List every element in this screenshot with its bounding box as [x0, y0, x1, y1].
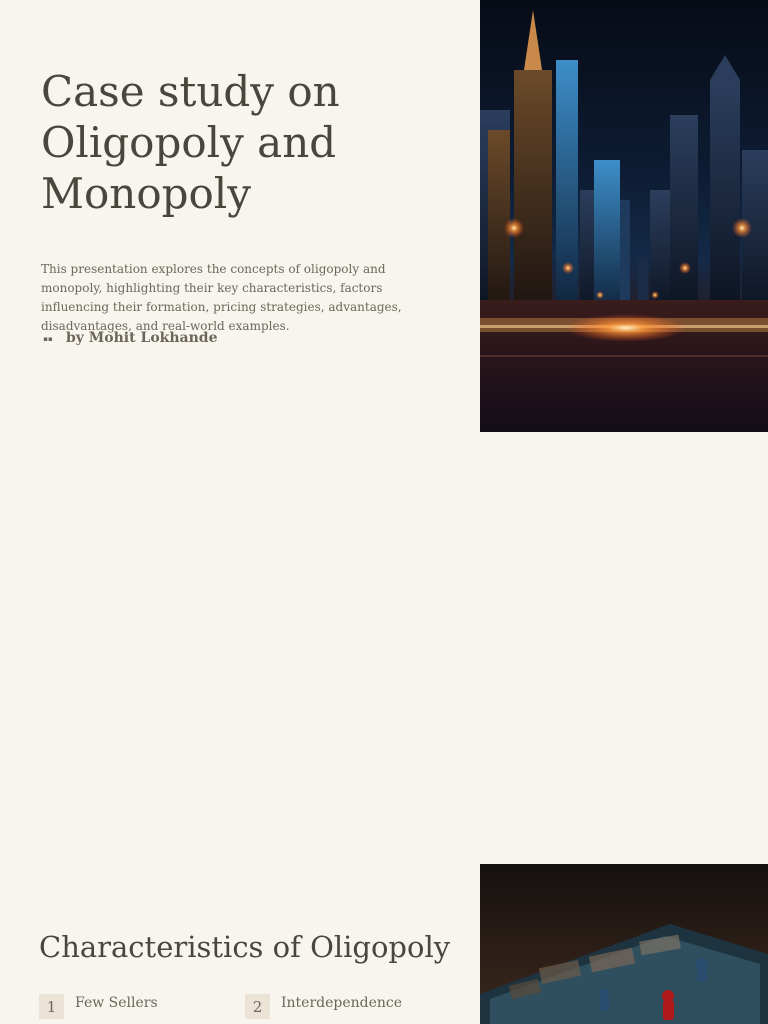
board-game-illustration	[480, 864, 768, 1024]
section-heading: Characteristics of Oligopoly	[39, 930, 451, 964]
city-skyline-illustration	[480, 0, 768, 432]
board-game-image	[480, 864, 768, 1024]
city-skyline-image	[480, 0, 768, 432]
author-name: by Mohit Lokhande	[66, 330, 218, 346]
author-avatar-icon: ▪▪	[43, 333, 53, 343]
slide-description: This presentation explores the concepts of oligopoly and monopoly, highlighting their key characteristics, factors influencing their formation, pricing strategies, advantages, disadvantages, and real-world examples.	[41, 262, 402, 333]
author-byline	[41, 330, 217, 346]
item-number: 2	[245, 994, 270, 1019]
item-label: Interdependence	[281, 994, 403, 1011]
item-number: 1	[39, 994, 64, 1019]
list-item-few-sellers	[39, 994, 158, 1019]
characteristics-slide	[0, 864, 768, 1024]
item-label: Few Sellers	[75, 994, 158, 1011]
slide-title: Case study on Oligopoly and Monopoly	[41, 67, 340, 218]
title-slide	[0, 0, 768, 432]
list-item-interdependence	[245, 994, 402, 1019]
